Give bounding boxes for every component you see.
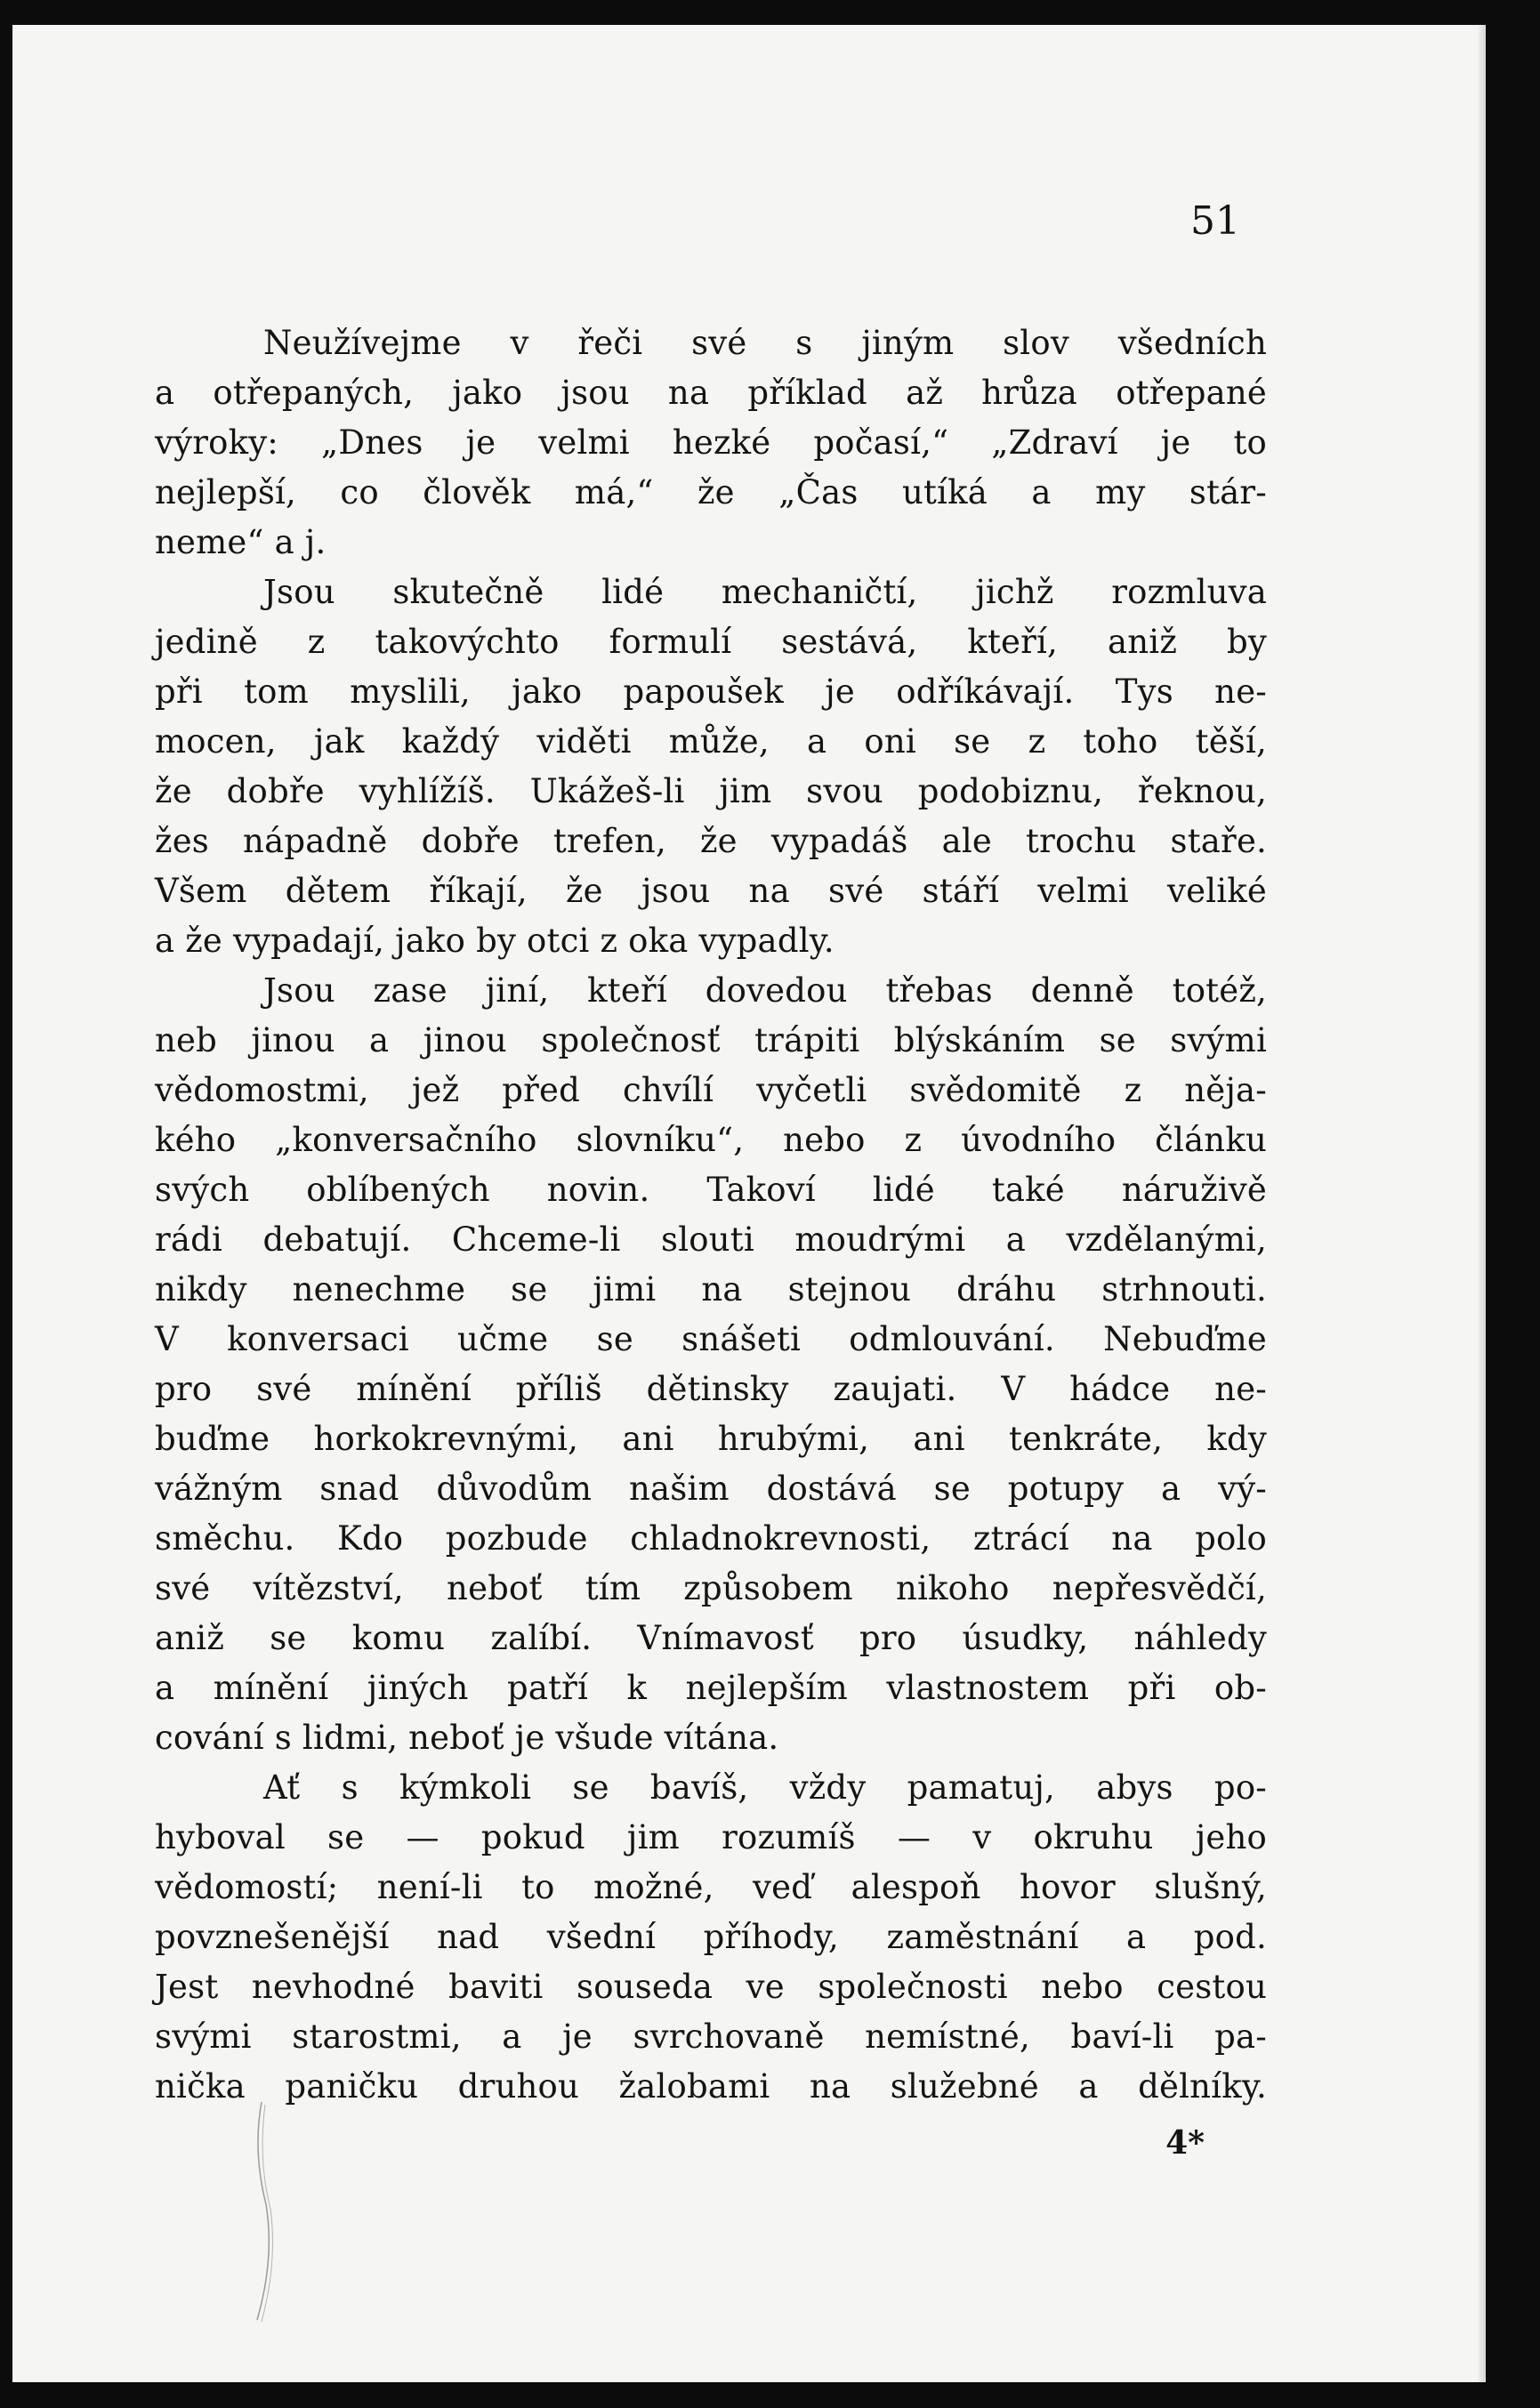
- text-line: nejlepší, co člověk má,“ že „Čas utíká a my stár-: [155, 473, 1267, 511]
- text-line: Všem dětem říkají, že jsou na své stáří velmi veliké: [155, 872, 1267, 910]
- text-line: povznešenější nad všední příhody, zaměstnání a pod.: [155, 1918, 1267, 1956]
- text-line: V konversaci učme se snášeti odmlouvání. Nebuďme: [155, 1320, 1267, 1358]
- text-line: cování s lidmi, neboť je všude vítána.: [155, 1719, 779, 1757]
- text-line: neb jinou a jinou společnosť trápiti blýskáním se svými: [155, 1021, 1267, 1059]
- text-line: kého „konversačního slovníku“, nebo z úvodního článku: [155, 1121, 1267, 1159]
- page-edge-shadow: [1477, 25, 1486, 2382]
- text-line: žes nápadně dobře trefen, že vypadáš ale trochu staře.: [155, 822, 1267, 860]
- book-page: [12, 25, 1486, 2382]
- printer-signature-mark: 4*: [1165, 2124, 1205, 2162]
- page-number: 51: [1190, 198, 1240, 244]
- margin-pencil-mark: [235, 2098, 288, 2329]
- text-line: a že vypadají, jako by otci z oka vypadly.: [155, 922, 835, 960]
- text-line: vědomostmi, jež před chvílí vyčetli svědomitě z něja-: [155, 1071, 1267, 1109]
- text-line: směchu. Kdo pozbude chladnokrevnosti, ztrácí na polo: [155, 1519, 1267, 1558]
- text-line: pro své mínění příliš dětinsky zaujati. V hádce ne-: [155, 1370, 1267, 1408]
- text-line: neme“ a j.: [155, 523, 327, 561]
- body-text: [155, 318, 1267, 2112]
- text-line: mocen, jak každý viděti může, a oni se z toho těší,: [155, 722, 1267, 761]
- text-line: své vítězství, neboť tím způsobem nikoho nepřesvědčí,: [155, 1569, 1267, 1607]
- text-line: vědomostí; není-li to možné, veď alespoň hovor slušný,: [155, 1868, 1267, 1906]
- text-line: nikdy nenechme se jimi na stejnou dráhu strhnouti.: [155, 1270, 1267, 1309]
- text-line: a otřepaných, jako jsou na příklad až hrůza otřepané: [155, 374, 1267, 412]
- text-line: nička paničku druhou žalobami na služebné a dělníky.: [155, 2067, 1267, 2106]
- text-line: vážným snad důvodům našim dostává se potupy a vý-: [155, 1470, 1267, 1508]
- text-line: že dobře vyhlížíš. Ukážeš-li jim svou podobiznu, řeknou,: [155, 772, 1267, 810]
- text-line: Jsou zase jiní, kteří dovedou třebas denně totéž,: [263, 971, 1267, 1010]
- text-line: Ať s kýmkoli se bavíš, vždy pamatuj, abys po-: [263, 1768, 1267, 1807]
- text-line: buďme horkokrevnými, ani hrubými, ani tenkráte, kdy: [155, 1420, 1267, 1458]
- text-line: rádi debatují. Chceme-li slouti moudrými a vzdělanými,: [155, 1220, 1267, 1259]
- text-line: svých oblíbených novin. Takoví lidé také náruživě: [155, 1171, 1267, 1209]
- text-line: jedině z takovýchto formulí sestává, kteří, aniž by: [155, 623, 1267, 661]
- text-line: Jsou skutečně lidé mechaničtí, jichž rozmluva: [263, 573, 1267, 611]
- text-line: při tom myslili, jako papoušek je odříkávají. Tys ne-: [155, 672, 1267, 711]
- text-line: aniž se komu zalíbí. Vnímavosť pro úsudky, náhledy: [155, 1619, 1267, 1657]
- text-line: a mínění jiných patří k nejlepším vlastnostem při ob-: [155, 1669, 1267, 1707]
- text-line: svými starostmi, a je svrchovaně nemístné, baví-li pa-: [155, 2017, 1267, 2056]
- text-line: Neužívejme v řeči své s jiným slov všedních: [263, 324, 1267, 362]
- text-line: hyboval se — pokud jim rozumíš — v okruhu jeho: [155, 1818, 1267, 1856]
- text-line: Jest nevhodné baviti souseda ve společnosti nebo cestou: [155, 1968, 1267, 2006]
- text-line: výroky: „Dnes je velmi hezké počasí,“ „Zdraví je to: [155, 423, 1267, 462]
